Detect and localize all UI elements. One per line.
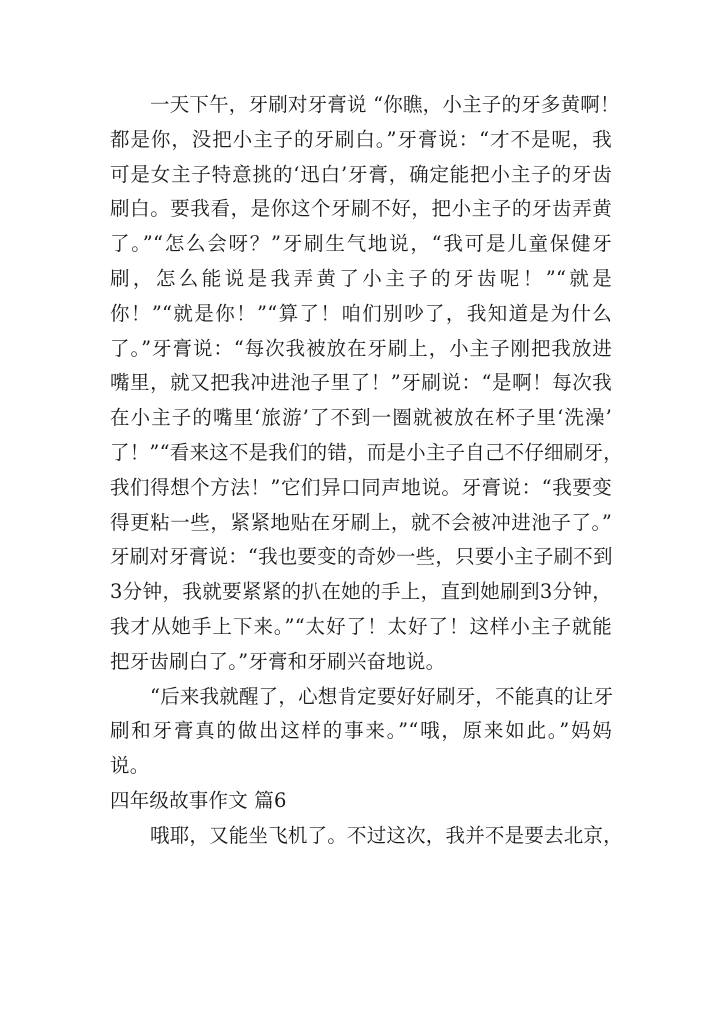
text-line: 都是你，没把小主子的牙刷白。”牙膏说：“才不是呢，我: [110, 127, 612, 151]
text-line: 刷，怎么能说是我弄黄了小主子的牙齿呢！”“就是: [110, 266, 612, 290]
section-heading: 四年级故事作文 篇6: [110, 788, 287, 812]
text-line: 了。”牙膏说：“每次我被放在牙刷上，小主子刚把我放进: [110, 336, 612, 360]
text-line: 我们得想个方法！”它们异口同声地说。牙膏说：“我要变: [110, 475, 612, 499]
text-line: 得更粘一些，紧紧地贴在牙刷上，就不会被冲进池子了。”: [110, 510, 612, 534]
text-line: 了。”“怎么会呀？”牙刷生气地说，“我可是儿童保健牙: [110, 232, 612, 256]
text-line: 在小主子的嘴里‘旅游’了不到一圈就被放在杯子里‘洗澡’: [110, 406, 612, 430]
text-line: 了！”“看来这不是我们的错，而是小主子自己不仔细刷牙，: [110, 440, 623, 464]
text-line: 3分钟，我就要紧紧的扒在她的手上，直到她刷到3分钟，: [110, 580, 612, 604]
document-page: [110, 88, 623, 854]
text-line: 说。: [110, 754, 150, 778]
text-line: “后来我就醒了，心想肯定要好好刷牙，不能真的让牙: [150, 684, 614, 708]
text-line: 哦耶，又能坐飞机了。不过这次，我并不是要去北京，: [150, 823, 623, 847]
text-line: 一天下午，牙刷对牙膏说 “你瞧，小主子的牙多黄啊！: [150, 93, 620, 116]
text-line: 嘴里，就又把我冲进池子里了！”牙刷说：“是啊！每次我: [110, 371, 612, 395]
text-line: 牙刷对牙膏说：“我也要变的奇妙一些，只要小主子刷不到: [110, 545, 613, 569]
text-line: 刷和牙膏真的做出这样的事来。”“哦，原来如此。”妈妈: [110, 719, 612, 743]
text-line: 我才从她手上下来。”“太好了！太好了！这样小主子就能: [110, 614, 612, 638]
text-line: 把牙齿刷白了。”牙膏和牙刷兴奋地说。: [110, 649, 446, 673]
text-line: 刷白。要我看，是你这个牙刷不好，把小主子的牙齿弄黄: [110, 197, 612, 221]
text-line: 你！”“就是你！”“算了！咱们别吵了，我知道是为什么: [110, 301, 612, 325]
text-line: 可是女主子特意挑的‘迅白’牙膏，确定能把小主子的牙齿: [110, 162, 612, 186]
